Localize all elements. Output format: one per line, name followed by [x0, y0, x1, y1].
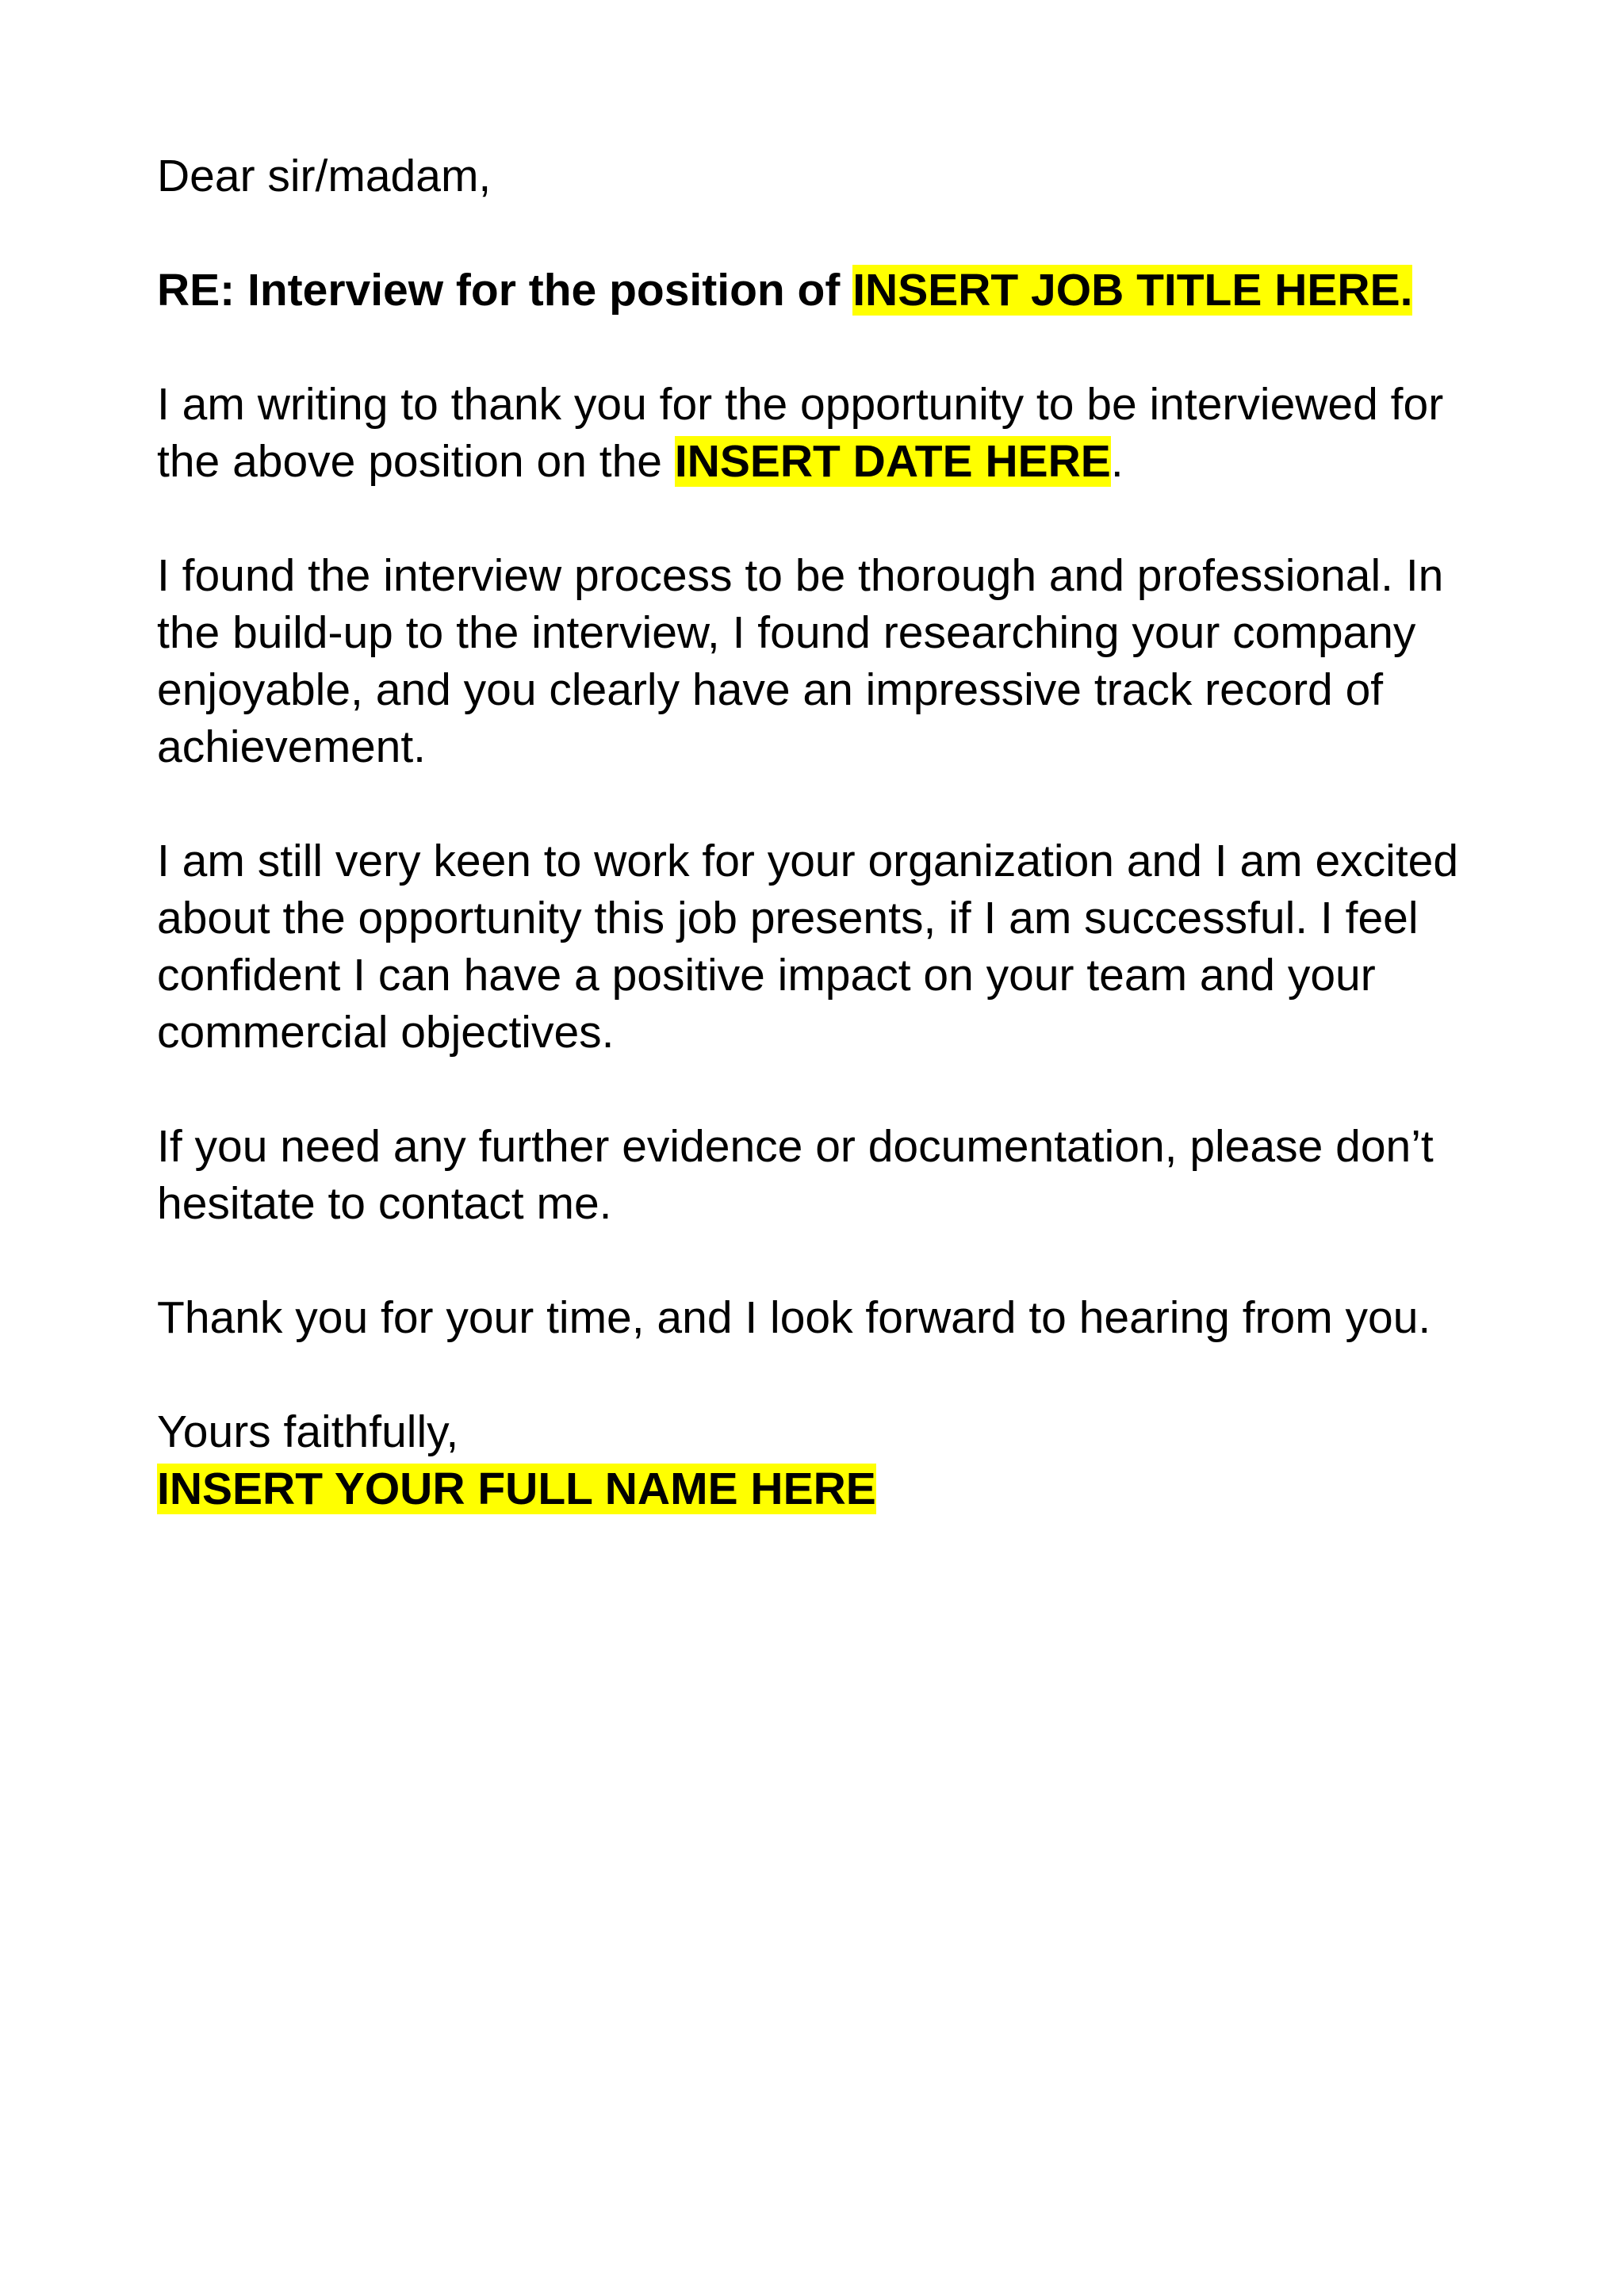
paragraph-thanks [157, 376, 1465, 490]
paragraph-contact: If you need any further evidence or documentation, please don’t hesitate to contact me. [157, 1121, 1434, 1229]
paragraph-keen: I am still very keen to work for your organization and I am excited about the opportunity this job presents, if I am successful. I feel confident I can have a positive impact on your team and your commercial objectives. [157, 836, 1459, 1058]
subject-prefix: RE: Interview for the position of [157, 265, 853, 316]
signature-line [157, 1460, 1465, 1517]
paragraph-process: I found the interview process to be thorough and professional. In the build-up to the interview, I found researching your company enjoyable, and you clearly have an impressive track record of achievement. [157, 550, 1444, 772]
name-placeholder: INSERT YOUR FULL NAME HERE [157, 1464, 876, 1514]
subject-line [157, 262, 1465, 319]
paragraph-thanks-end: . [1110, 436, 1124, 487]
salutation: Dear sir/madam, [157, 151, 492, 201]
paragraph-closing-thanks: Thank you for your time, and I look forward to hearing from you. [157, 1292, 1431, 1343]
closing: Yours faithfully, [157, 1406, 459, 1457]
letter-body [157, 147, 1465, 1517]
date-placeholder: INSERT DATE HERE [674, 436, 1111, 487]
paragraph-thanks-text: I am writing to thank you for the opportunity to be interviewed for the above position on the [157, 379, 1444, 487]
job-title-placeholder: INSERT JOB TITLE HERE. [852, 265, 1413, 316]
